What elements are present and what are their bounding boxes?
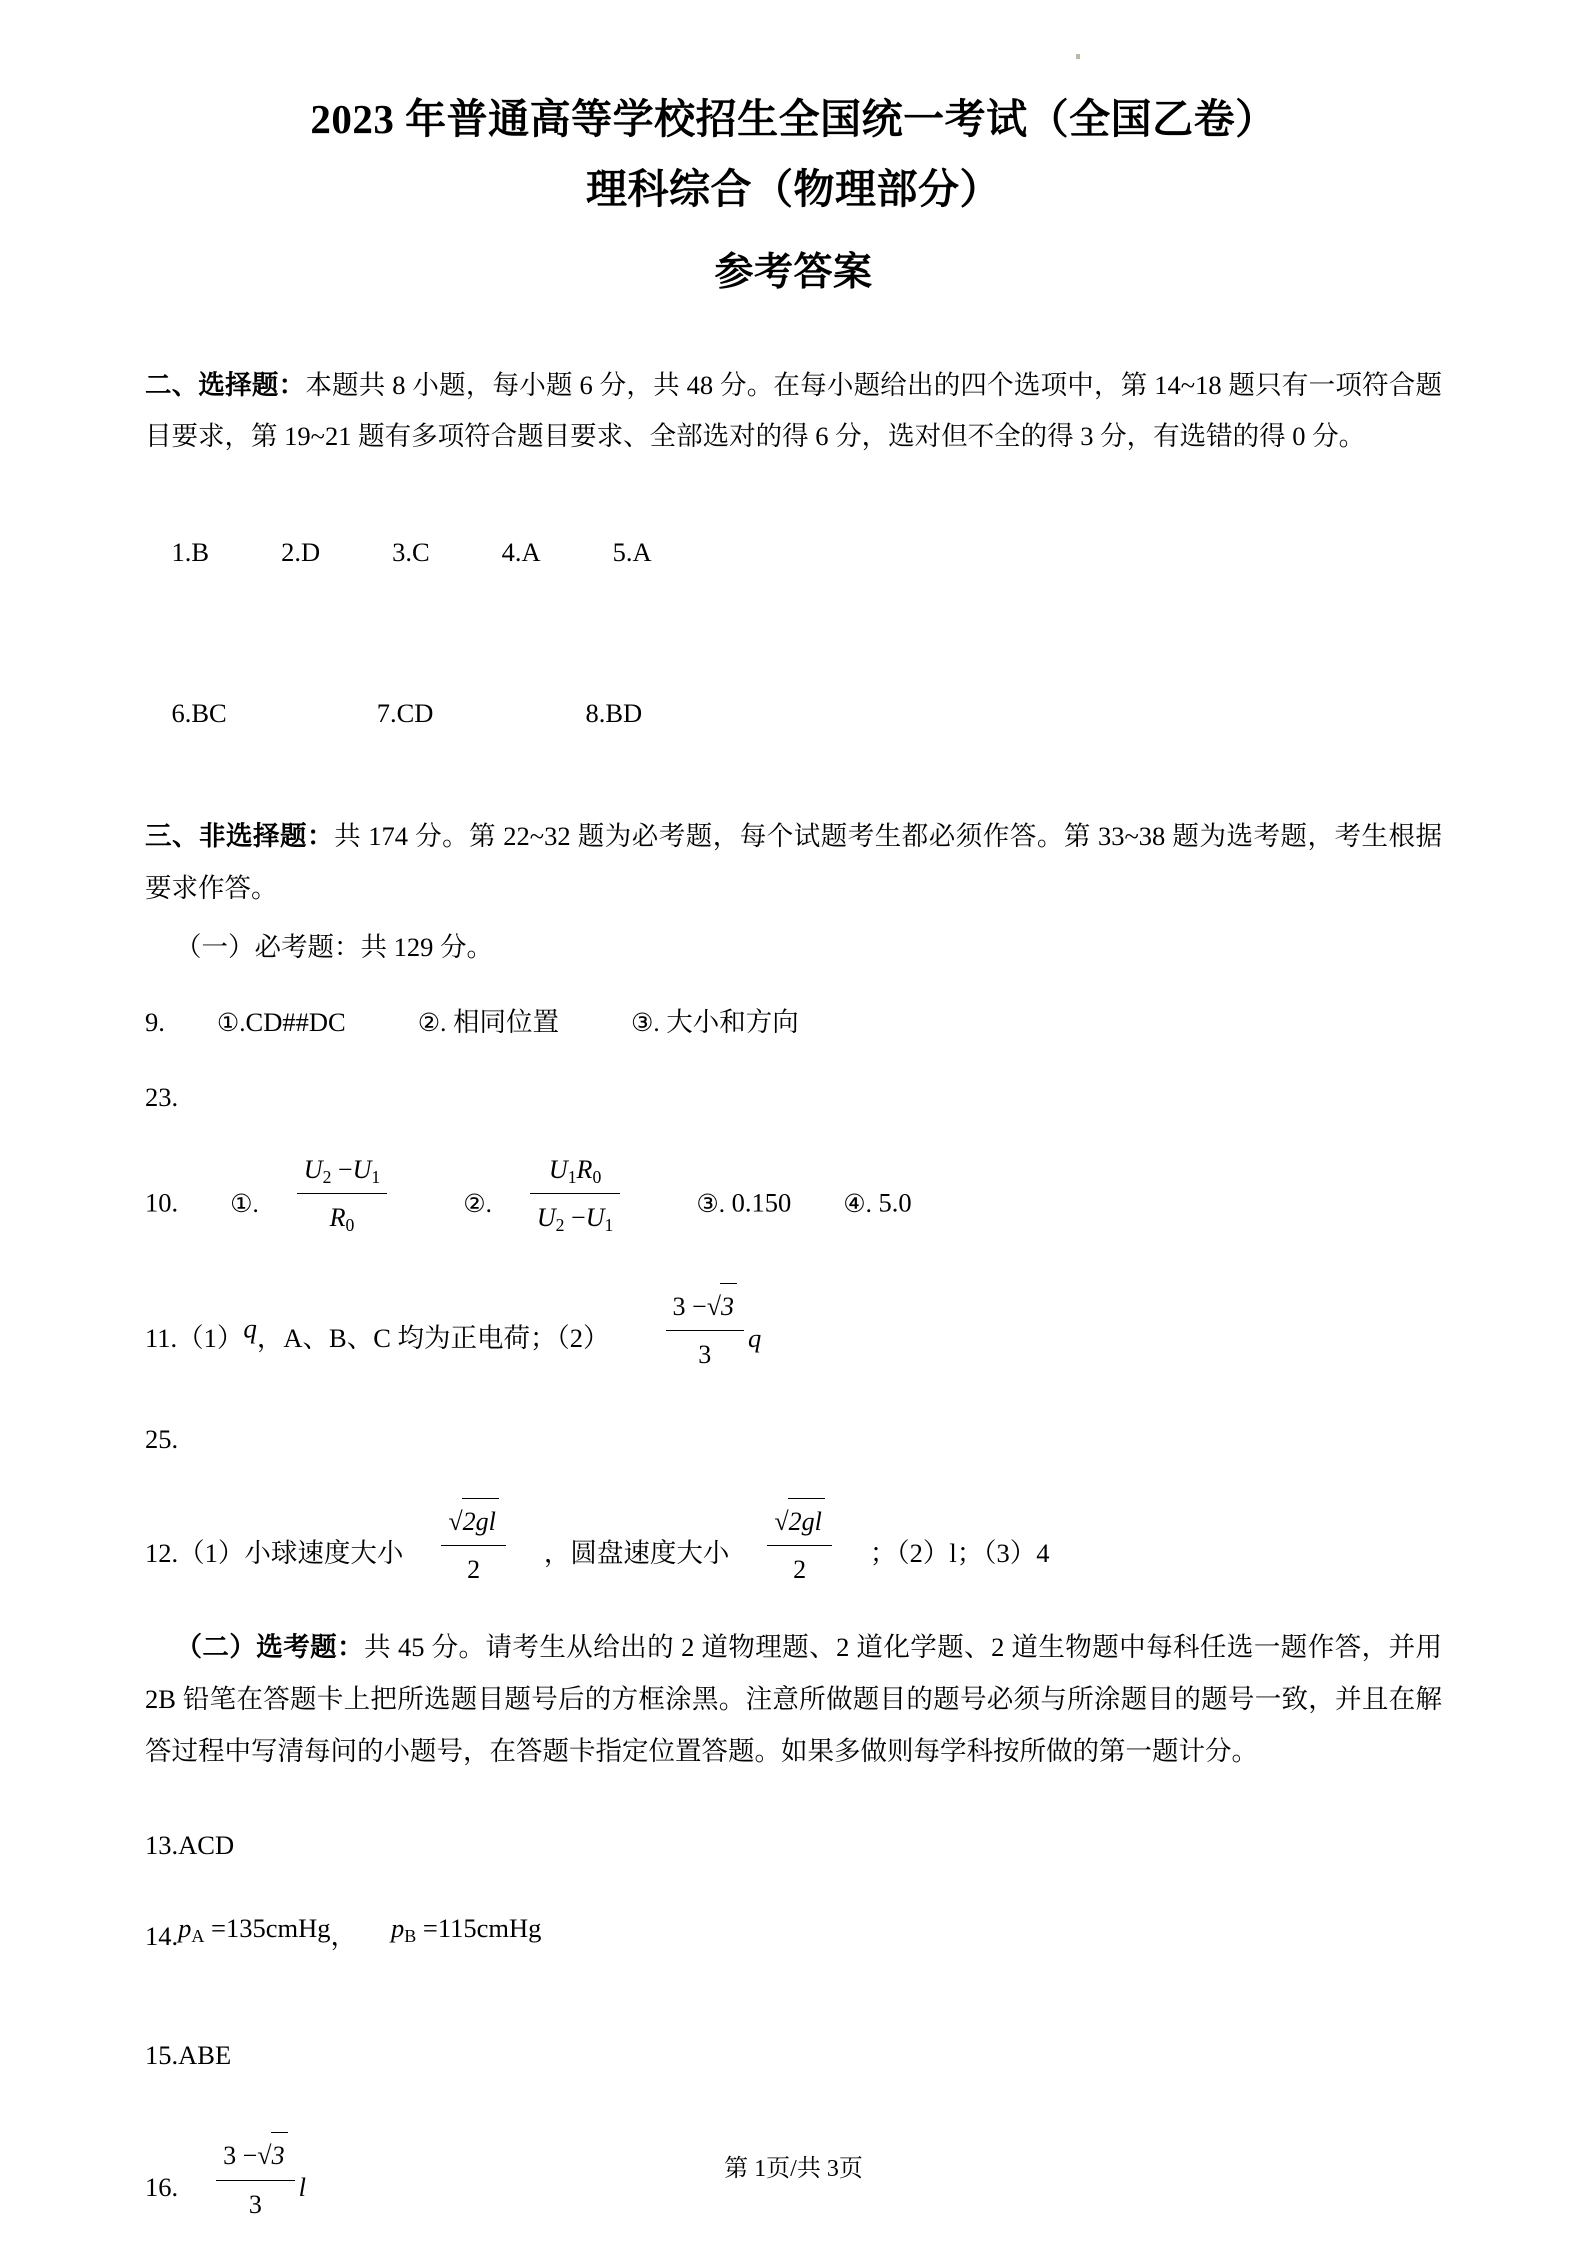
- question-10-blank-4-marker: ④.: [843, 1190, 872, 1218]
- answer-item-2-value: D: [300, 537, 321, 568]
- question-14-separator: ，: [330, 1921, 357, 1952]
- question-16-suffix: l: [298, 2172, 306, 2203]
- question-10-blank-4-value: 5.0: [878, 1187, 912, 1218]
- question-9-number: 9.: [145, 1006, 165, 1037]
- question-14-row: [145, 1906, 1442, 1959]
- fraction-numerator: √2gl: [441, 1498, 506, 1546]
- question-13-value: ACD: [178, 1830, 235, 1861]
- answer-item-6-num: 6.: [171, 698, 192, 729]
- fraction-numerator: 3 −√3: [216, 2132, 294, 2180]
- fraction-numerator: √2gl: [767, 1498, 832, 1546]
- fraction-denominator: $U_2 -U_1$: [536, 1203, 614, 1236]
- question-23-number: 23.: [145, 1082, 179, 1113]
- question-14-number: 14.: [145, 1921, 179, 1952]
- question-10-row: [145, 1148, 1442, 1240]
- fraction-numerator: $U_2 -U_1$: [297, 1148, 387, 1194]
- choice-answers-row-2: [145, 650, 1442, 777]
- question-11-part-1-symbol: q: [243, 1312, 257, 1343]
- answer-item-8-num: 8.: [585, 698, 606, 729]
- question-12-fraction-1: [441, 1498, 506, 1592]
- fraction-denominator: 2: [467, 1555, 481, 1585]
- question-12-row: [145, 1498, 1442, 1592]
- question-10-blank-1-marker: ①.: [230, 1190, 259, 1218]
- answer-item-8-value: BD: [605, 698, 643, 729]
- question-11-part-2-suffix: q: [747, 1322, 762, 1353]
- question-11-part-2-label: （2）: [556, 1322, 610, 1353]
- question-25-number: 25.: [145, 1423, 179, 1454]
- question-15-value: ABE: [178, 2040, 232, 2071]
- fraction-numerator: 3 −√3: [666, 1283, 744, 1331]
- answer-item-6-value: BC: [191, 698, 227, 729]
- page-number-info: 第 1页/共 3页: [724, 2156, 863, 2182]
- fraction-denominator: 3: [698, 1339, 712, 1369]
- answer-item-5-num: 5.: [612, 537, 633, 568]
- question-9-blank-3-value: 大小和方向: [666, 1006, 799, 1037]
- question-10-blank-2-fraction: [530, 1148, 620, 1240]
- question-14-pressure-b: $p_B$ =115cmHg: [390, 1913, 542, 1947]
- page-footer: [0, 2148, 1587, 2183]
- question-13-number: 13.: [145, 1830, 179, 1861]
- question-14-pressure-a: $p_A$ =135cmHg: [178, 1913, 331, 1947]
- fraction-denominator: 2: [793, 1555, 807, 1585]
- question-13-row: [145, 1823, 1442, 1868]
- question-12-fraction-2: [767, 1498, 832, 1592]
- question-15-number: 15.: [145, 2040, 179, 2071]
- question-10-blank-2-marker: ②.: [463, 1190, 492, 1218]
- section-three-heading-label: 三、非选择题：: [145, 821, 335, 852]
- question-10-blank-3-marker: ③.: [696, 1190, 725, 1218]
- section-two-heading-label: 二、选择题：: [145, 369, 306, 400]
- choice-answers-row-1: [145, 489, 1442, 616]
- question-9-blank-3-marker: ③.: [630, 1009, 660, 1037]
- section-three-heading: [145, 811, 1442, 914]
- question-12-number: 12.: [145, 1537, 179, 1568]
- page-title-line-2: 理科综合（物理部分）: [586, 165, 1001, 212]
- part-two-heading-label: （二）选考题：: [175, 1632, 365, 1663]
- answer-item-4-value: A: [521, 537, 541, 568]
- question-9-blank-2-marker: ②.: [417, 1009, 447, 1037]
- answer-item-7-num: 7.: [376, 698, 397, 729]
- answer-item-5-value: A: [632, 537, 652, 568]
- question-10-blank-1-fraction: [297, 1148, 387, 1240]
- question-9-blank-1-marker: ①.: [216, 1009, 246, 1037]
- question-11-number: 11.: [145, 1322, 178, 1353]
- question-10-blank-3-value: 0.150: [731, 1187, 792, 1218]
- answer-item-3-value: C: [411, 537, 430, 568]
- answer-item-3-num: 3.: [392, 537, 412, 568]
- question-11-part-1-label: （1）: [177, 1322, 244, 1353]
- question-12-text-2: ，圆盘速度大小: [543, 1537, 730, 1568]
- section-three-heading-text: 共 174 分。第 22~32 题为必考题，每个试题考生都必须作答。第 33~38 题为选考题，考生根据要求作答。: [145, 821, 1442, 903]
- scan-artifact-speck: [1076, 54, 1080, 59]
- part-one-heading: （一）必考题：共 129 分。: [175, 931, 493, 962]
- fraction-denominator: $R_0$: [329, 1203, 355, 1236]
- section-two-heading: [145, 360, 1442, 463]
- question-9-row: [145, 1000, 1442, 1046]
- part-two-heading: [145, 1622, 1442, 1777]
- answer-item-1-value: B: [191, 537, 210, 568]
- answer-item-4-num: 4.: [501, 537, 522, 568]
- answer-item-1-num: 1.: [171, 537, 192, 568]
- page-title-line-3: 参考答案: [714, 251, 873, 295]
- question-9-blank-2-value: 相同位置: [452, 1006, 559, 1037]
- question-16-number: 16.: [145, 2172, 179, 2203]
- question-11-part-2-fraction: [666, 1283, 744, 1377]
- section-two-heading-text: 本题共 8 小题，每小题 6 分，共 48 分。在每小题给出的四个选项中，第 14~18 题只有一项符合题目要求，第 19~21 题有多项符合题目要求、全部选对的得 6 分，选对但不全的得 3 分，有选错的得 0 分。: [145, 369, 1443, 452]
- question-10-number: 10.: [145, 1187, 179, 1218]
- answer-item-2-num: 2.: [281, 537, 301, 568]
- page-title-line-1: 2023 年普通高等学校招生全国统一考试（全国乙卷）: [310, 96, 1277, 142]
- question-11-part-1-text: ，A、B、C 均为正电荷；: [256, 1322, 557, 1353]
- question-15-row: [145, 2033, 1442, 2078]
- question-9-blank-1-value: CD##DC: [245, 1006, 346, 1037]
- part-two-heading-text: 共 45 分。请考生从给出的 2 道物理题、2 道化学题、2 道生物题中每科任选一题作答，并用 2B 铅笔在答题卡上把所选题目题号后的方框涂黑。注意所做题目的题号必须与所涂题目的题号一致，并且在解答过程中写清每问的小题号，在答题卡指定位置答题。如果多做则每学科按所做的第一题计分。: [145, 1632, 1443, 1766]
- question-12-tail: ；（2）l；（3）4: [869, 1537, 1050, 1568]
- fraction-denominator: 3: [248, 2189, 262, 2219]
- question-12-text-1: 小球速度大小: [244, 1537, 404, 1568]
- fraction-numerator: $U_1R_0$: [530, 1148, 620, 1194]
- answer-item-7-value: CD: [396, 698, 434, 729]
- question-12-part-1-label: （1）: [178, 1537, 245, 1568]
- question-11-row: [145, 1283, 1442, 1377]
